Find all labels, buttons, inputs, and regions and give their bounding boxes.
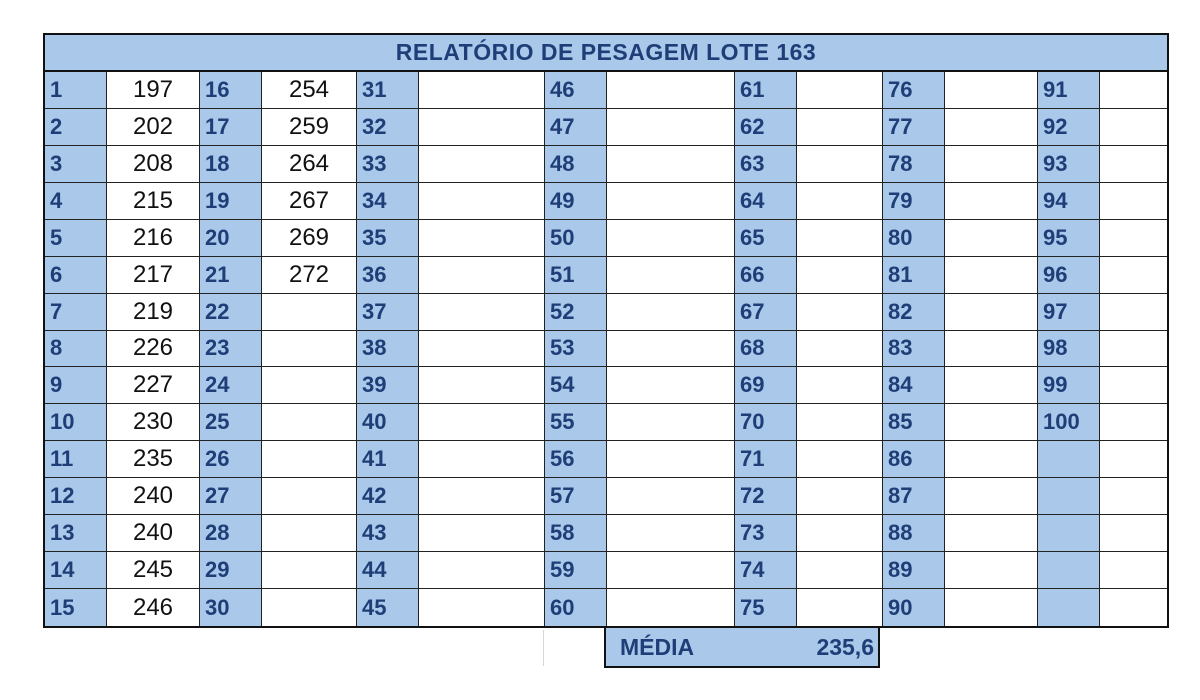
table-row <box>45 589 1167 626</box>
animal-number-cell: 11 <box>45 441 107 478</box>
table-row <box>45 441 1167 478</box>
weight-cell: 230 <box>107 404 200 441</box>
weight-cell <box>607 146 735 183</box>
animal-number-cell: 75 <box>735 589 797 626</box>
animal-number-cell: 2 <box>45 109 107 146</box>
animal-number-cell: 18 <box>200 146 262 183</box>
weights-grid <box>45 72 1167 626</box>
table-row <box>45 220 1167 257</box>
weight-cell <box>945 331 1038 368</box>
weight-cell: 215 <box>107 183 200 220</box>
weight-cell: 208 <box>107 146 200 183</box>
animal-number-cell: 59 <box>545 552 607 589</box>
animal-number-cell: 40 <box>357 404 419 441</box>
weight-cell <box>419 220 545 257</box>
animal-number-cell: 97 <box>1038 294 1100 331</box>
weight-cell: 202 <box>107 109 200 146</box>
animal-number-cell: 62 <box>735 109 797 146</box>
weight-cell <box>945 589 1038 626</box>
weight-cell: 219 <box>107 294 200 331</box>
animal-number-cell: 61 <box>735 72 797 109</box>
animal-number-cell <box>1038 441 1100 478</box>
weight-cell <box>1100 404 1167 441</box>
weight-cell <box>945 146 1038 183</box>
weight-cell: 240 <box>107 515 200 552</box>
weight-cell: 267 <box>262 183 357 220</box>
weight-cell <box>797 367 883 404</box>
animal-number-cell: 37 <box>357 294 419 331</box>
animal-number-cell: 68 <box>735 331 797 368</box>
table-row <box>45 367 1167 404</box>
weight-cell <box>262 294 357 331</box>
animal-number-cell: 52 <box>545 294 607 331</box>
weight-cell: 227 <box>107 367 200 404</box>
weight-cell <box>262 367 357 404</box>
animal-number-cell <box>1038 515 1100 552</box>
animal-number-cell: 14 <box>45 552 107 589</box>
weight-cell <box>1100 109 1167 146</box>
weight-cell <box>797 478 883 515</box>
table-row <box>45 331 1167 368</box>
animal-number-cell: 44 <box>357 552 419 589</box>
animal-number-cell: 72 <box>735 478 797 515</box>
weight-cell <box>797 552 883 589</box>
weight-cell <box>419 294 545 331</box>
animal-number-cell: 50 <box>545 220 607 257</box>
report-title: RELATÓRIO DE PESAGEM LOTE 163 <box>45 35 1167 72</box>
weight-cell <box>607 72 735 109</box>
weight-cell <box>1100 331 1167 368</box>
animal-number-cell <box>1038 552 1100 589</box>
animal-number-cell: 70 <box>735 404 797 441</box>
weight-cell <box>1100 515 1167 552</box>
animal-number-cell: 35 <box>357 220 419 257</box>
animal-number-cell: 96 <box>1038 257 1100 294</box>
table-row <box>45 404 1167 441</box>
animal-number-cell: 47 <box>545 109 607 146</box>
animal-number-cell: 8 <box>45 331 107 368</box>
weight-cell <box>945 367 1038 404</box>
weight-cell: 254 <box>262 72 357 109</box>
animal-number-cell: 64 <box>735 183 797 220</box>
animal-number-cell: 36 <box>357 257 419 294</box>
weight-cell <box>945 220 1038 257</box>
animal-number-cell: 46 <box>545 72 607 109</box>
animal-number-cell: 24 <box>200 367 262 404</box>
table-row <box>45 257 1167 294</box>
animal-number-cell: 1 <box>45 72 107 109</box>
table-row <box>45 478 1167 515</box>
animal-number-cell: 74 <box>735 552 797 589</box>
animal-number-cell: 48 <box>545 146 607 183</box>
table-row <box>45 72 1167 109</box>
weight-cell <box>607 589 735 626</box>
weight-cell <box>945 257 1038 294</box>
weight-cell <box>797 589 883 626</box>
animal-number-cell: 94 <box>1038 183 1100 220</box>
weight-cell <box>797 72 883 109</box>
animal-number-cell: 7 <box>45 294 107 331</box>
weight-cell <box>419 72 545 109</box>
weight-cell: 264 <box>262 146 357 183</box>
animal-number-cell: 34 <box>357 183 419 220</box>
weight-cell <box>607 404 735 441</box>
weight-cell <box>262 404 357 441</box>
weight-cell: 216 <box>107 220 200 257</box>
weight-cell <box>1100 220 1167 257</box>
animal-number-cell: 26 <box>200 441 262 478</box>
animal-number-cell: 45 <box>357 589 419 626</box>
weight-cell <box>419 515 545 552</box>
animal-number-cell: 56 <box>545 441 607 478</box>
animal-number-cell: 100 <box>1038 404 1100 441</box>
animal-number-cell: 69 <box>735 367 797 404</box>
weighing-report-table <box>43 33 1169 628</box>
animal-number-cell: 89 <box>883 552 945 589</box>
weight-cell <box>262 478 357 515</box>
weight-cell <box>262 515 357 552</box>
average-box <box>604 626 880 668</box>
animal-number-cell <box>1038 589 1100 626</box>
weight-cell <box>945 183 1038 220</box>
weight-cell <box>419 478 545 515</box>
weight-cell <box>797 515 883 552</box>
animal-number-cell: 93 <box>1038 146 1100 183</box>
animal-number-cell: 85 <box>883 404 945 441</box>
animal-number-cell: 83 <box>883 331 945 368</box>
animal-number-cell: 33 <box>357 146 419 183</box>
weight-cell <box>1100 183 1167 220</box>
weight-cell <box>1100 552 1167 589</box>
animal-number-cell: 16 <box>200 72 262 109</box>
weight-cell: 217 <box>107 257 200 294</box>
animal-number-cell: 81 <box>883 257 945 294</box>
weight-cell <box>945 72 1038 109</box>
animal-number-cell: 54 <box>545 367 607 404</box>
animal-number-cell: 17 <box>200 109 262 146</box>
animal-number-cell: 53 <box>545 331 607 368</box>
weight-cell <box>797 441 883 478</box>
weight-cell <box>262 552 357 589</box>
animal-number-cell: 67 <box>735 294 797 331</box>
weight-cell <box>1100 146 1167 183</box>
weight-cell <box>419 183 545 220</box>
average-value: 235,6 <box>816 633 874 660</box>
animal-number-cell: 30 <box>200 589 262 626</box>
animal-number-cell: 25 <box>200 404 262 441</box>
weight-cell <box>262 589 357 626</box>
weight-cell <box>607 183 735 220</box>
animal-number-cell: 19 <box>200 183 262 220</box>
animal-number-cell: 29 <box>200 552 262 589</box>
weight-cell <box>419 589 545 626</box>
animal-number-cell: 88 <box>883 515 945 552</box>
weight-cell <box>1100 257 1167 294</box>
animal-number-cell: 5 <box>45 220 107 257</box>
animal-number-cell: 57 <box>545 478 607 515</box>
table-row <box>45 109 1167 146</box>
weight-cell: 240 <box>107 478 200 515</box>
weight-cell <box>797 109 883 146</box>
animal-number-cell: 65 <box>735 220 797 257</box>
weight-cell <box>945 441 1038 478</box>
animal-number-cell: 42 <box>357 478 419 515</box>
weight-cell <box>419 109 545 146</box>
weight-cell <box>1100 367 1167 404</box>
animal-number-cell: 4 <box>45 183 107 220</box>
animal-number-cell: 73 <box>735 515 797 552</box>
weight-cell <box>607 367 735 404</box>
weight-cell: 246 <box>107 589 200 626</box>
weight-cell <box>945 294 1038 331</box>
weight-cell <box>1100 72 1167 109</box>
animal-number-cell: 76 <box>883 72 945 109</box>
animal-number-cell: 13 <box>45 515 107 552</box>
animal-number-cell: 78 <box>883 146 945 183</box>
animal-number-cell: 38 <box>357 331 419 368</box>
weight-cell <box>607 515 735 552</box>
weight-cell: 226 <box>107 331 200 368</box>
weight-cell <box>607 441 735 478</box>
animal-number-cell: 20 <box>200 220 262 257</box>
weight-cell <box>797 331 883 368</box>
weight-cell <box>419 331 545 368</box>
weight-cell <box>607 220 735 257</box>
weight-cell <box>1100 441 1167 478</box>
animal-number-cell: 55 <box>545 404 607 441</box>
animal-number-cell: 10 <box>45 404 107 441</box>
animal-number-cell: 9 <box>45 367 107 404</box>
weight-cell <box>945 515 1038 552</box>
animal-number-cell: 98 <box>1038 331 1100 368</box>
weight-cell <box>945 404 1038 441</box>
animal-number-cell: 22 <box>200 294 262 331</box>
animal-number-cell: 51 <box>545 257 607 294</box>
table-row <box>45 294 1167 331</box>
weight-cell <box>607 331 735 368</box>
weight-cell <box>607 478 735 515</box>
weight-cell <box>419 441 545 478</box>
animal-number-cell: 21 <box>200 257 262 294</box>
animal-number-cell: 28 <box>200 515 262 552</box>
animal-number-cell: 91 <box>1038 72 1100 109</box>
weight-cell <box>419 146 545 183</box>
weight-cell <box>419 257 545 294</box>
animal-number-cell: 63 <box>735 146 797 183</box>
animal-number-cell: 32 <box>357 109 419 146</box>
table-row <box>45 183 1167 220</box>
weight-cell <box>945 109 1038 146</box>
weight-cell <box>797 257 883 294</box>
animal-number-cell: 99 <box>1038 367 1100 404</box>
animal-number-cell: 15 <box>45 589 107 626</box>
animal-number-cell: 43 <box>357 515 419 552</box>
weight-cell <box>945 552 1038 589</box>
animal-number-cell: 3 <box>45 146 107 183</box>
weight-cell <box>797 146 883 183</box>
animal-number-cell: 84 <box>883 367 945 404</box>
table-row <box>45 146 1167 183</box>
table-row <box>45 552 1167 589</box>
animal-number-cell: 60 <box>545 589 607 626</box>
weight-cell: 197 <box>107 72 200 109</box>
weight-cell: 269 <box>262 220 357 257</box>
weight-cell <box>607 294 735 331</box>
weight-cell <box>607 552 735 589</box>
weight-cell <box>1100 478 1167 515</box>
animal-number-cell: 77 <box>883 109 945 146</box>
weight-cell <box>262 441 357 478</box>
weight-cell <box>419 367 545 404</box>
weight-cell <box>1100 294 1167 331</box>
table-row <box>45 515 1167 552</box>
animal-number-cell: 80 <box>883 220 945 257</box>
animal-number-cell: 41 <box>357 441 419 478</box>
weight-cell: 245 <box>107 552 200 589</box>
weight-cell <box>945 478 1038 515</box>
animal-number-cell: 6 <box>45 257 107 294</box>
animal-number-cell: 87 <box>883 478 945 515</box>
weight-cell <box>1100 589 1167 626</box>
animal-number-cell: 90 <box>883 589 945 626</box>
animal-number-cell: 82 <box>883 294 945 331</box>
animal-number-cell: 71 <box>735 441 797 478</box>
weight-cell <box>797 220 883 257</box>
animal-number-cell: 49 <box>545 183 607 220</box>
animal-number-cell: 86 <box>883 441 945 478</box>
weight-cell <box>262 331 357 368</box>
animal-number-cell: 12 <box>45 478 107 515</box>
weight-cell <box>607 257 735 294</box>
animal-number-cell: 58 <box>545 515 607 552</box>
average-label: MÉDIA <box>620 633 695 660</box>
animal-number-cell: 92 <box>1038 109 1100 146</box>
weight-cell: 235 <box>107 441 200 478</box>
animal-number-cell: 95 <box>1038 220 1100 257</box>
weight-cell <box>419 404 545 441</box>
animal-number-cell: 39 <box>357 367 419 404</box>
animal-number-cell: 79 <box>883 183 945 220</box>
weight-cell <box>419 552 545 589</box>
animal-number-cell <box>1038 478 1100 515</box>
weight-cell: 259 <box>262 109 357 146</box>
weight-cell: 272 <box>262 257 357 294</box>
weight-cell <box>797 404 883 441</box>
divider <box>543 630 544 666</box>
weight-cell <box>607 109 735 146</box>
animal-number-cell: 31 <box>357 72 419 109</box>
weight-cell <box>797 294 883 331</box>
weight-cell <box>797 183 883 220</box>
animal-number-cell: 66 <box>735 257 797 294</box>
animal-number-cell: 23 <box>200 331 262 368</box>
animal-number-cell: 27 <box>200 478 262 515</box>
